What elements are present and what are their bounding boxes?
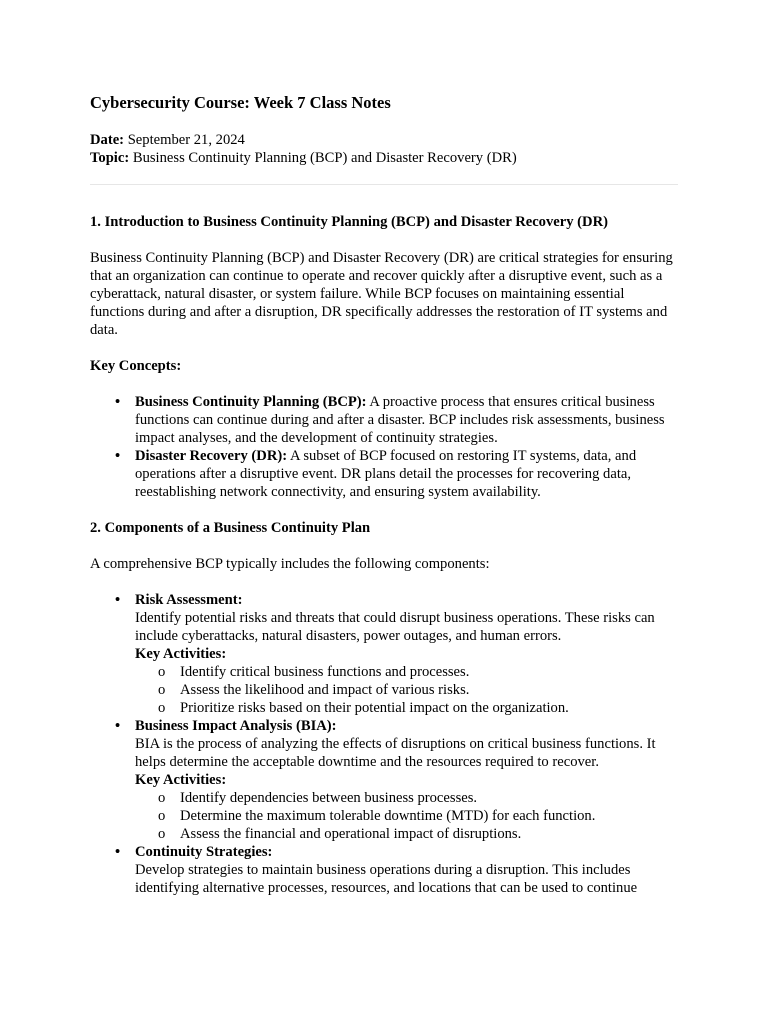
list-item: o Assess the financial and operational impact of disruptions.: [180, 825, 678, 843]
component-name: • Business Impact Analysis (BIA):: [135, 718, 337, 734]
topic-line: [90, 149, 678, 167]
section-2-heading: 2. Components of a Business Continuity Plan: [90, 520, 371, 536]
list-item: o Determine the maximum tolerable downtime (MTD) for each function.: [180, 807, 678, 825]
component-description: Develop strategies to maintain business operations during a disruption. This includes identifying alternative processes, resources, and locations that can be used to continue: [135, 862, 638, 896]
list-item: o Identify critical business functions and processes.: [180, 663, 678, 681]
date-label: Date:: [90, 132, 125, 148]
key-concepts-list: [90, 393, 678, 501]
divider: [90, 184, 678, 185]
key-concepts-label: Key Concepts:: [90, 358, 182, 374]
concept-term: Business Continuity Planning (BCP):: [135, 394, 367, 410]
list-item: o Identify dependencies between business processes.: [180, 789, 678, 807]
document-title: Cybersecurity Course: Week 7 Class Notes: [90, 93, 391, 112]
date-value: September 21, 2024: [124, 132, 245, 148]
components-list: [90, 591, 678, 897]
activities-label: Key Activities:: [135, 646, 227, 662]
list-item: o Assess the likelihood and impact of various risks.: [180, 681, 678, 699]
section-2-intro: A comprehensive BCP typically includes the following components:: [90, 556, 490, 572]
component-name: • Continuity Strategies:: [135, 844, 273, 860]
component-name: • Risk Assessment:: [135, 592, 243, 608]
list-item: [135, 717, 678, 843]
topic-label: Topic:: [90, 150, 130, 166]
section-1-paragraph: Business Continuity Planning (BCP) and Disaster Recovery (DR) are critical strategies for ensuring that an organization can continue to operate and recover quickly after a disruptive event, such as a cyberattack, natural disaster, or system failure. While BCP focuses on maintaining essential functions during and after a disruption, DR specifically addresses the restoration of IT systems and data.: [90, 250, 673, 338]
list-item: o Prioritize risks based on their potential impact on the organization.: [180, 699, 678, 717]
topic-value: Business Continuity Planning (BCP) and Disaster Recovery (DR): [129, 150, 517, 166]
component-description: BIA is the process of analyzing the effects of disruptions on critical business functions. It helps determine the acceptable downtime and the resources required to recover.: [135, 736, 656, 770]
activities-label: Key Activities:: [135, 772, 227, 788]
list-item: [135, 447, 678, 501]
section-1-heading: 1. Introduction to Business Continuity Planning (BCP) and Disaster Recovery (DR): [90, 214, 608, 230]
concept-text: A proactive process that ensures critical business functions can continue during and after a disaster. BCP includes risk assessments, business impact analyses, and the development of continuity strategies.: [135, 394, 665, 446]
concept-text: A subset of BCP focused on restoring IT systems, data, and operations after a disruptive event. DR plans detail the processes for recovering data, reestablishing network connectivity, and ensuring system availability.: [135, 448, 637, 500]
component-description: Identify potential risks and threats that could disrupt business operations. These risks can include cyberattacks, natural disasters, power outages, and human errors.: [135, 610, 655, 644]
list-item: [135, 393, 678, 447]
list-item: [135, 591, 678, 717]
activities-list: [135, 789, 678, 843]
date-line: [90, 131, 678, 149]
list-item: [135, 843, 678, 897]
activities-list: [135, 663, 678, 717]
concept-term: Disaster Recovery (DR):: [135, 448, 288, 464]
